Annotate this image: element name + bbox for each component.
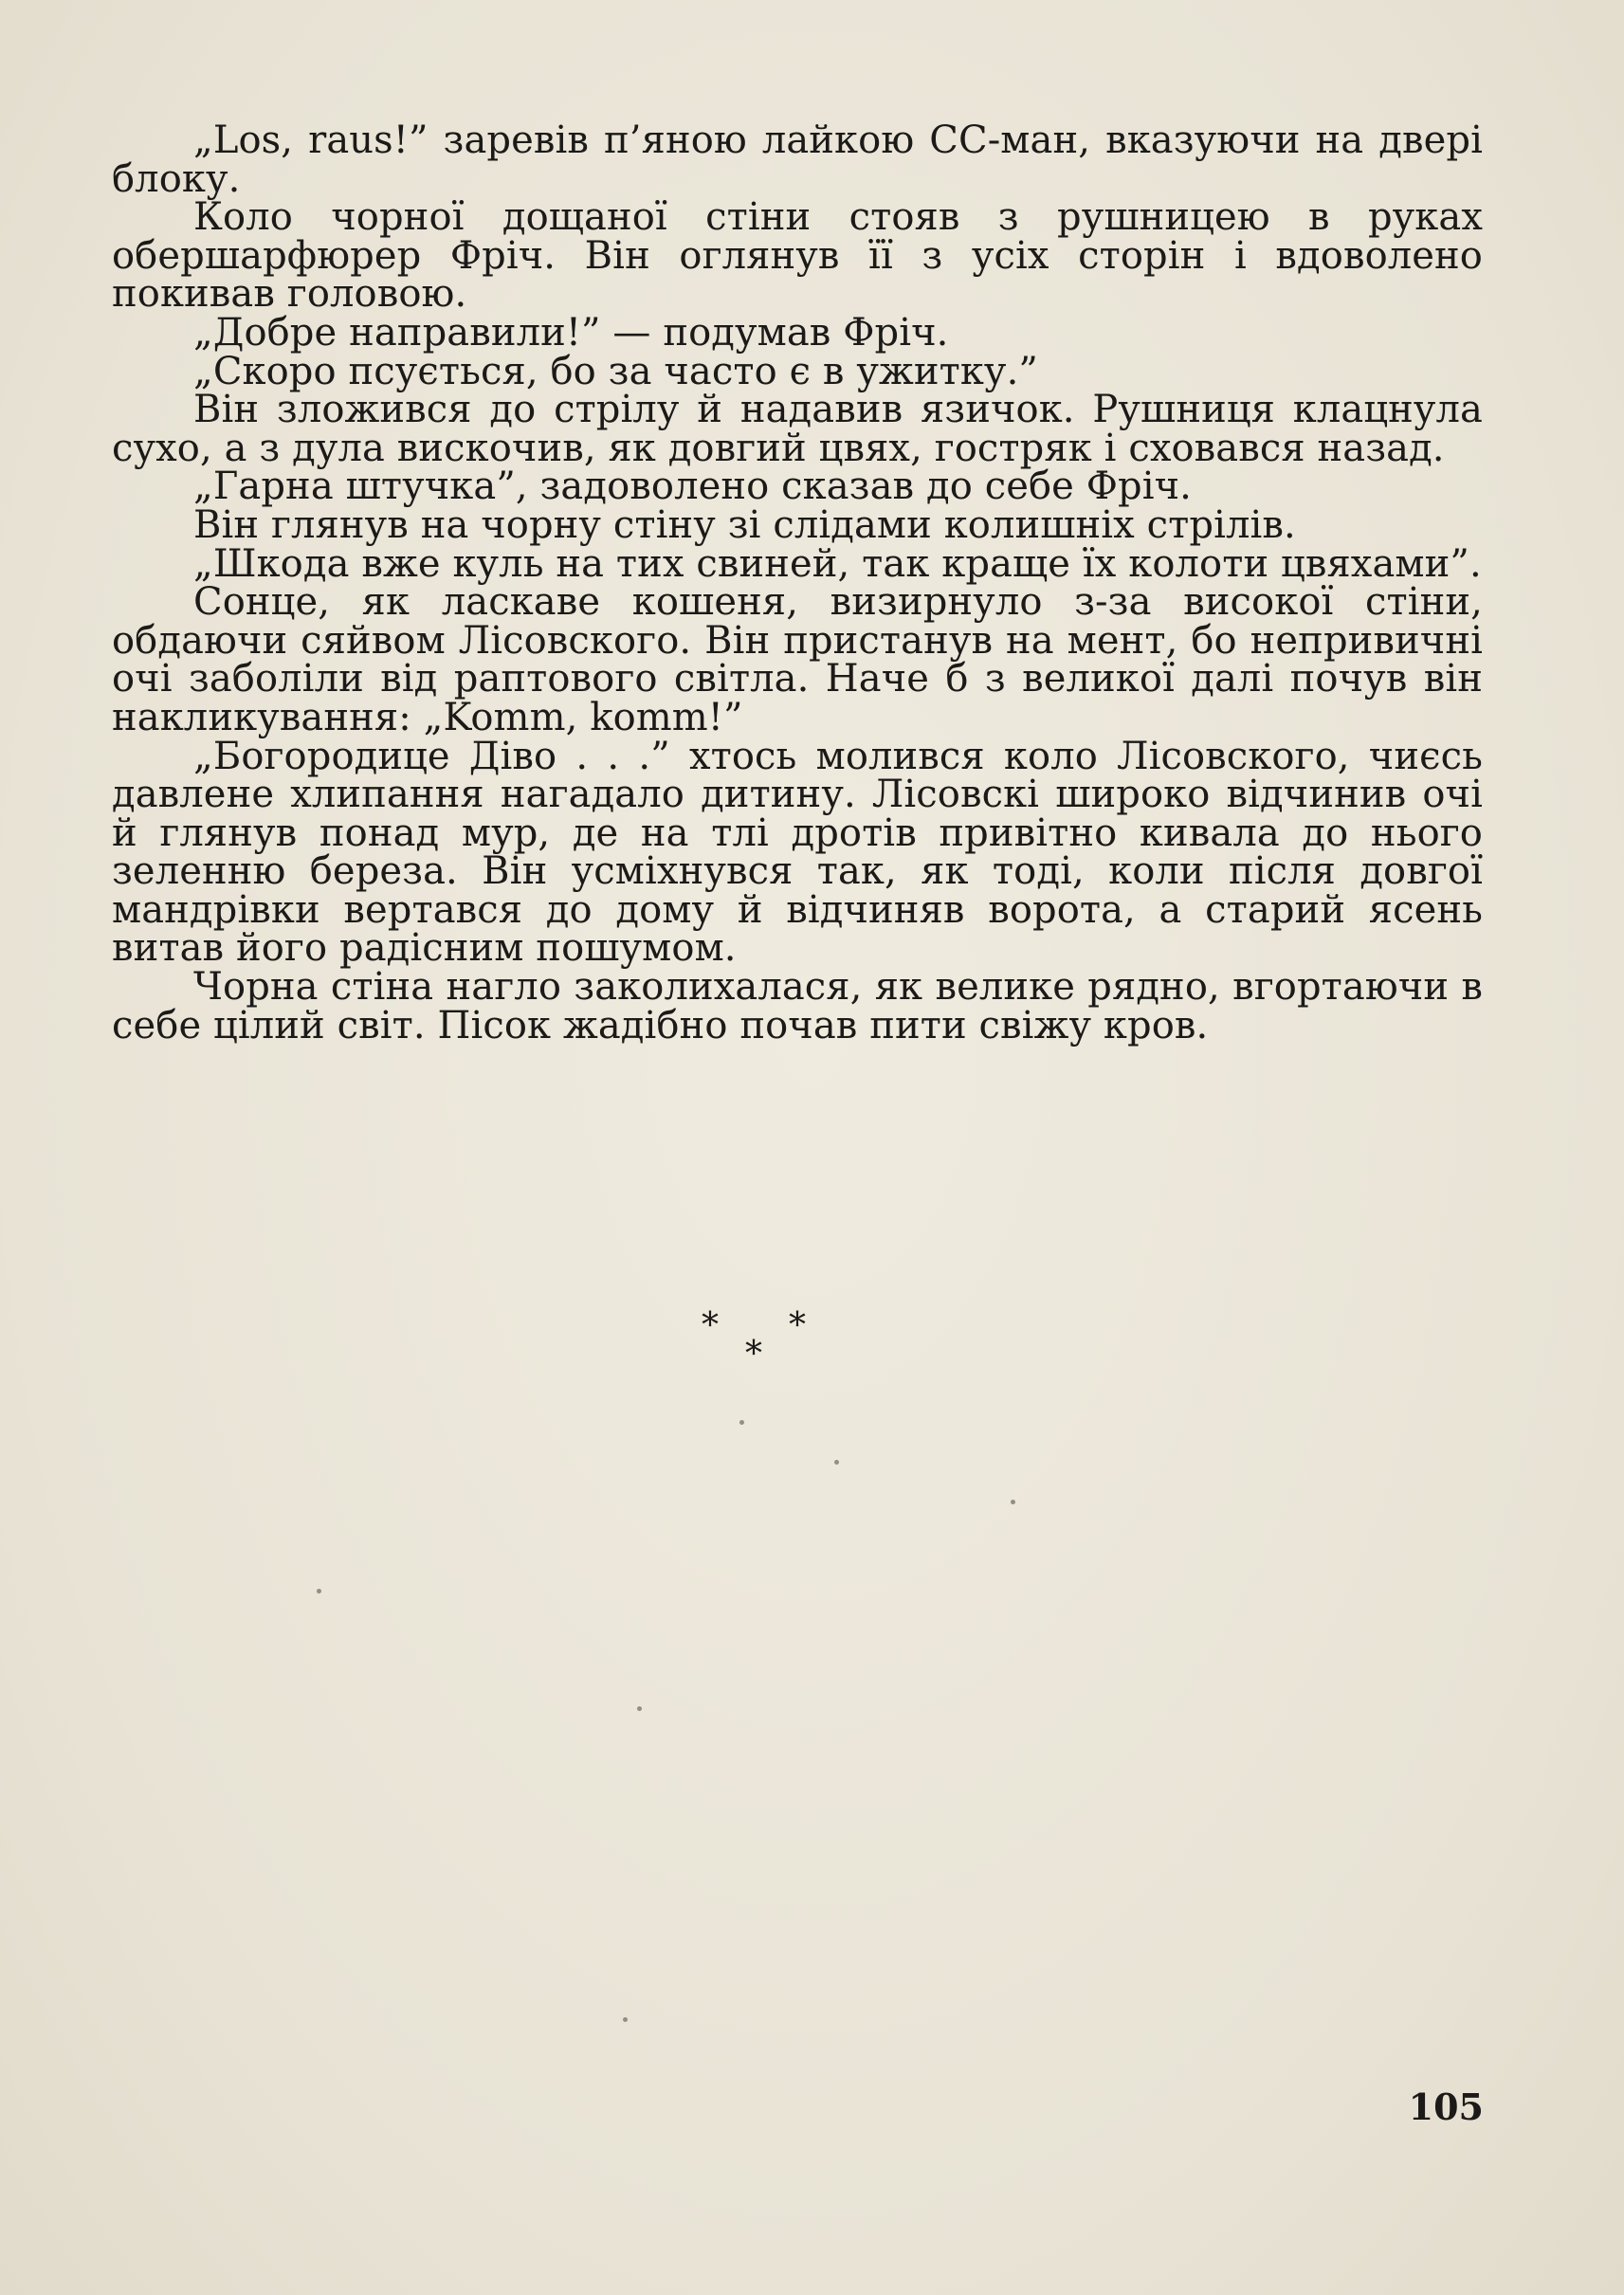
paper-speck [637,1706,642,1711]
paragraph-6: „Гарна штучка”, задоволено сказав до себе Фріч. [193,464,1193,509]
divider-asterisk: * [702,1306,719,1345]
paragraph-4: „Скоро псується, бо за часто є в ужитку.” [193,349,1038,393]
paragraph-11: Чорна стіна нагло заколихалася, як велике рядно, вгортаючи в себе цілий світ. Пісок жадібно почав пити свіжу кров. [112,965,1483,1047]
paper-speck [1011,1500,1015,1504]
paragraph-8: „Шкода вже куль на тих свиней, так краще їх колоти цвяхами”. [193,541,1482,586]
paper-speck [739,1420,744,1425]
divider-asterisk: * [745,1335,762,1374]
paragraph-9: Сонце, як ласкаве кошеня, визирнуло з-за високої стіни, обдаючи сяйвом Лісовского. Він пристанув на мент, бо непривичні очі заболіли від раптового світла. Наче б з великої далі почув він накликування: „Komm, komm!” [112,580,1483,739]
paper-speck [623,2017,628,2022]
paper-speck [317,1589,321,1594]
paragraph-1: „Los, raus!” заревів п’яною лайкою СС-ман, вказуючи на двері блоку. [112,118,1483,201]
section-divider [702,1306,891,1373]
paragraph-7: Він глянув на чорну стіну зі слідами колишніх стрілів. [193,502,1296,547]
paragraph-10: „Богородице Діво . . .” хтось молився коло Лісовского, чиєсь давлене хлипання нагадало дитину. Лісовскі широко відчинив очі й глянув понад мур, де на тлі дротів привітно кивала до нього зеленню береза. Він усміхнувся так, як тоді, коли після довгої мандрівки вертався до дому й відчиняв ворота, а старий ясень витав його радісним пошумом. [112,734,1483,971]
body-text [112,118,1483,1047]
paragraph-2: Коло чорної дощаної стіни стояв з рушницею в руках обершарфюрер Фріч. Він оглянув її з усіх сторін і вдоволено покивав головою. [112,195,1483,317]
divider-asterisk: * [789,1306,806,1345]
page-number: 105 [1408,2086,1484,2128]
paragraph-3: „Добре направили!” — подумав Фріч. [193,310,949,355]
paper-speck [834,1460,839,1465]
paragraph-5: Він зложився до стрілу й надавив язичок. Рушниця клацнула сухо, а з дула вискочив, як довгий цвях, гостряк і сховався назад. [112,388,1483,470]
